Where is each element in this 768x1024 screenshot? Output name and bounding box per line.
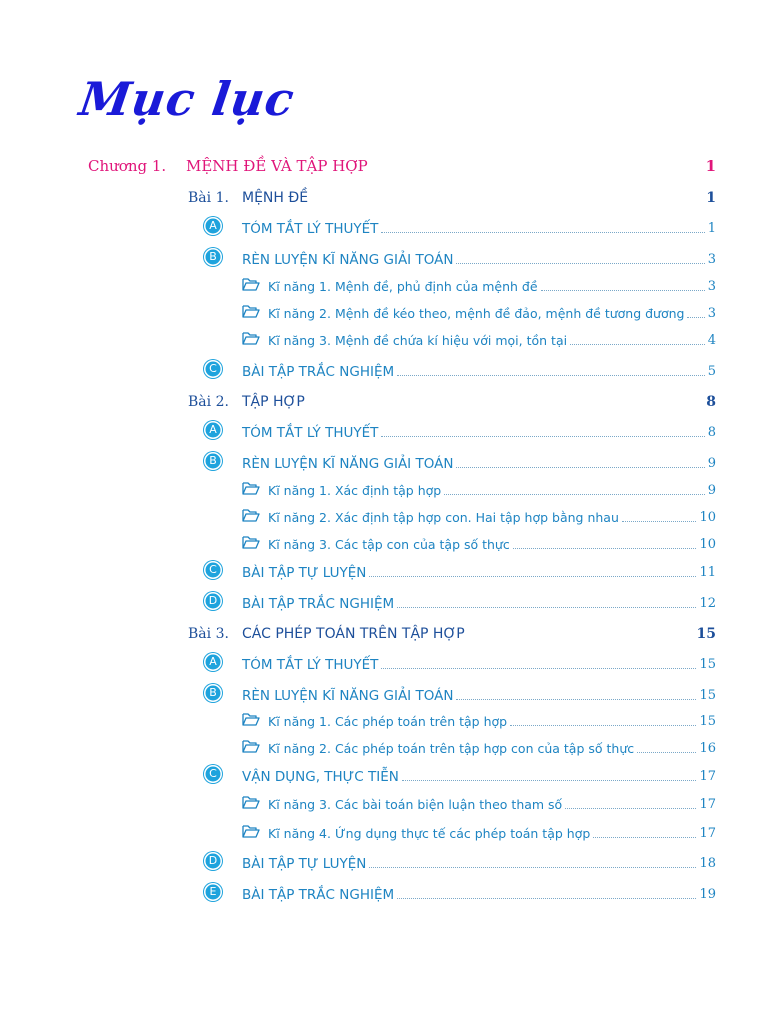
skill-page: 17 bbox=[699, 797, 716, 812]
dot-leader bbox=[513, 548, 697, 549]
lesson-entry[interactable] bbox=[0, 619, 768, 643]
skill-row bbox=[268, 790, 716, 814]
open-folder-icon bbox=[242, 277, 260, 291]
section-badge-icon: B bbox=[204, 452, 222, 470]
skill-entry[interactable] bbox=[0, 734, 768, 758]
dot-leader bbox=[565, 808, 696, 809]
dot-leader bbox=[402, 780, 697, 781]
section-page: 15 bbox=[699, 657, 716, 672]
chapter-page: 1 bbox=[705, 157, 716, 175]
dot-leader bbox=[397, 898, 696, 899]
skill-page: 10 bbox=[699, 510, 716, 525]
dot-leader bbox=[593, 837, 696, 838]
lesson-row bbox=[188, 183, 716, 207]
dot-leader bbox=[570, 344, 705, 345]
section-row bbox=[242, 449, 716, 473]
skill-entry[interactable] bbox=[0, 707, 768, 731]
section-row bbox=[242, 849, 716, 873]
open-folder-icon bbox=[242, 824, 260, 838]
skill-row bbox=[268, 272, 716, 296]
skill-row bbox=[268, 530, 716, 554]
section-badge-icon: B bbox=[204, 684, 222, 702]
section-badge-icon: C bbox=[204, 360, 222, 378]
skill-title: Kĩ năng 2. Xác định tập hợp con. Hai tập hợp bằng nhau bbox=[268, 510, 619, 525]
section-entry[interactable] bbox=[0, 245, 768, 269]
skill-row bbox=[268, 819, 716, 843]
section-page: 12 bbox=[699, 596, 716, 611]
section-title: BÀI TẬP TRẮC NGHIỆM bbox=[242, 364, 395, 380]
dot-leader bbox=[397, 607, 696, 608]
skill-title: Kĩ năng 1. Mệnh đề, phủ định của mệnh đề bbox=[268, 279, 538, 294]
lesson-row bbox=[188, 387, 716, 411]
page-title: Mục lục bbox=[76, 72, 299, 126]
dot-leader bbox=[381, 436, 704, 437]
skill-title: Kĩ năng 3. Các tập con của tập số thực bbox=[268, 537, 510, 552]
open-folder-icon bbox=[242, 481, 260, 495]
section-title: RÈN LUYỆN KĨ NĂNG GIẢI TOÁN bbox=[242, 456, 454, 472]
section-page: 1 bbox=[707, 221, 716, 236]
skill-title: Kĩ năng 2. Các phép toán trên tập hợp con của tập số thực bbox=[268, 741, 635, 756]
section-row bbox=[242, 880, 716, 904]
section-entry[interactable] bbox=[0, 849, 768, 873]
section-title: VẬN DỤNG, THỰC TIỄN bbox=[242, 769, 399, 785]
skill-title: Kĩ năng 3. Các bài toán biện luận theo tham số bbox=[268, 797, 563, 812]
section-row bbox=[242, 357, 716, 381]
chapter-entry[interactable] bbox=[0, 151, 768, 175]
lesson-prefix: Bài 1. bbox=[188, 190, 229, 206]
lesson-title: MỆNH ĐỀ bbox=[242, 190, 309, 206]
section-title: TÓM TẮT LÝ THUYẾT bbox=[242, 221, 379, 237]
skill-title: Kĩ năng 3. Mệnh đề chứa kí hiệu với mọi, tồn tại bbox=[268, 333, 568, 348]
section-entry[interactable] bbox=[0, 214, 768, 238]
skill-page: 4 bbox=[707, 333, 716, 348]
open-folder-icon bbox=[242, 508, 260, 522]
open-folder-icon bbox=[242, 304, 260, 318]
section-badge-icon: A bbox=[204, 421, 222, 439]
section-entry[interactable] bbox=[0, 449, 768, 473]
skill-row bbox=[268, 326, 716, 350]
dot-leader bbox=[397, 375, 705, 376]
section-badge-icon: A bbox=[204, 653, 222, 671]
chapter-title: MỆNH ĐỀ VÀ TẬP HỢP bbox=[186, 157, 368, 175]
section-entry[interactable] bbox=[0, 681, 768, 705]
section-row bbox=[242, 762, 716, 786]
lesson-prefix: Bài 3. bbox=[188, 626, 229, 642]
section-row bbox=[242, 558, 716, 582]
section-row bbox=[242, 214, 716, 238]
section-entry[interactable] bbox=[0, 650, 768, 674]
section-page: 17 bbox=[699, 769, 716, 784]
skill-entry[interactable] bbox=[0, 530, 768, 554]
section-entry[interactable] bbox=[0, 880, 768, 904]
open-folder-icon bbox=[242, 331, 260, 345]
skill-entry[interactable] bbox=[0, 476, 768, 500]
skill-row bbox=[268, 503, 716, 527]
lesson-prefix: Bài 2. bbox=[188, 394, 229, 410]
dot-leader bbox=[541, 290, 705, 291]
section-page: 3 bbox=[707, 252, 716, 267]
dot-leader bbox=[687, 317, 704, 318]
section-entry[interactable] bbox=[0, 589, 768, 613]
section-page: 19 bbox=[699, 887, 716, 902]
section-badge-icon: A bbox=[204, 217, 222, 235]
section-row bbox=[242, 418, 716, 442]
skill-row bbox=[268, 299, 716, 323]
skill-entry[interactable] bbox=[0, 326, 768, 350]
section-badge-icon: D bbox=[204, 852, 222, 870]
dot-leader bbox=[637, 752, 696, 753]
skill-entry[interactable] bbox=[0, 503, 768, 527]
section-row bbox=[242, 245, 716, 269]
skill-page: 15 bbox=[699, 714, 716, 729]
chapter-prefix: Chương 1. bbox=[88, 157, 167, 175]
skill-entry[interactable] bbox=[0, 299, 768, 323]
lesson-entry[interactable] bbox=[0, 387, 768, 411]
skill-entry[interactable] bbox=[0, 272, 768, 296]
dot-leader bbox=[381, 232, 704, 233]
skill-title: Kĩ năng 4. Ứng dụng thực tế các phép toán tập hợp bbox=[268, 826, 591, 841]
section-badge-icon: C bbox=[204, 561, 222, 579]
skill-title: Kĩ năng 1. Xác định tập hợp bbox=[268, 483, 442, 498]
section-page: 8 bbox=[707, 425, 716, 440]
section-title: RÈN LUYỆN KĨ NĂNG GIẢI TOÁN bbox=[242, 252, 454, 268]
section-title: TÓM TẮT LÝ THUYẾT bbox=[242, 425, 379, 441]
section-page: 15 bbox=[699, 688, 716, 703]
dot-leader bbox=[622, 521, 697, 522]
lesson-row bbox=[188, 619, 716, 643]
lesson-page: 8 bbox=[706, 394, 716, 410]
section-entry[interactable] bbox=[0, 418, 768, 442]
section-entry[interactable] bbox=[0, 558, 768, 582]
skill-title: Kĩ năng 2. Mệnh đề kéo theo, mệnh đề đảo, mệnh đề tương đương bbox=[268, 306, 685, 321]
section-page: 18 bbox=[699, 856, 716, 871]
lesson-page: 1 bbox=[706, 190, 716, 206]
section-badge-icon: E bbox=[204, 883, 222, 901]
skill-page: 3 bbox=[707, 279, 716, 294]
dot-leader bbox=[369, 576, 696, 577]
section-badge-icon: B bbox=[204, 248, 222, 266]
section-entry[interactable] bbox=[0, 357, 768, 381]
skill-entry[interactable] bbox=[0, 790, 768, 814]
section-page: 9 bbox=[707, 456, 716, 471]
section-page: 11 bbox=[699, 565, 716, 580]
section-title: RÈN LUYỆN KĨ NĂNG GIẢI TOÁN bbox=[242, 688, 454, 704]
section-title: BÀI TẬP TỰ LUYỆN bbox=[242, 565, 367, 581]
open-folder-icon bbox=[242, 739, 260, 753]
section-title: BÀI TẬP TRẮC NGHIỆM bbox=[242, 596, 395, 612]
lesson-title: TẬP HỢP bbox=[242, 394, 305, 410]
section-row bbox=[242, 681, 716, 705]
dot-leader bbox=[381, 668, 696, 669]
section-badge-icon: D bbox=[204, 592, 222, 610]
skill-row bbox=[268, 734, 716, 758]
skill-entry[interactable] bbox=[0, 819, 768, 843]
dot-leader bbox=[456, 467, 704, 468]
section-title: BÀI TẬP TRẮC NGHIỆM bbox=[242, 887, 395, 903]
skill-row bbox=[268, 476, 716, 500]
skill-page: 3 bbox=[707, 306, 716, 321]
skill-row bbox=[268, 707, 716, 731]
dot-leader bbox=[369, 867, 696, 868]
section-row bbox=[242, 650, 716, 674]
section-row bbox=[242, 589, 716, 613]
dot-leader bbox=[444, 494, 704, 495]
skill-page: 9 bbox=[707, 483, 716, 498]
skill-page: 17 bbox=[699, 826, 716, 841]
lesson-page: 15 bbox=[696, 626, 716, 642]
section-title: BÀI TẬP TỰ LUYỆN bbox=[242, 856, 367, 872]
skill-title: Kĩ năng 1. Các phép toán trên tập hợp bbox=[268, 714, 508, 729]
dot-leader bbox=[456, 699, 696, 700]
open-folder-icon bbox=[242, 712, 260, 726]
open-folder-icon bbox=[242, 795, 260, 809]
dot-leader bbox=[456, 263, 704, 264]
section-page: 5 bbox=[707, 364, 716, 379]
section-entry[interactable] bbox=[0, 762, 768, 786]
lesson-entry[interactable] bbox=[0, 183, 768, 207]
dot-leader bbox=[510, 725, 696, 726]
section-title: TÓM TẮT LÝ THUYẾT bbox=[242, 657, 379, 673]
skill-page: 16 bbox=[699, 741, 716, 756]
lesson-title: CÁC PHÉP TOÁN TRÊN TẬP HỢP bbox=[242, 626, 465, 642]
section-badge-icon: C bbox=[204, 765, 222, 783]
open-folder-icon bbox=[242, 535, 260, 549]
skill-page: 10 bbox=[699, 537, 716, 552]
